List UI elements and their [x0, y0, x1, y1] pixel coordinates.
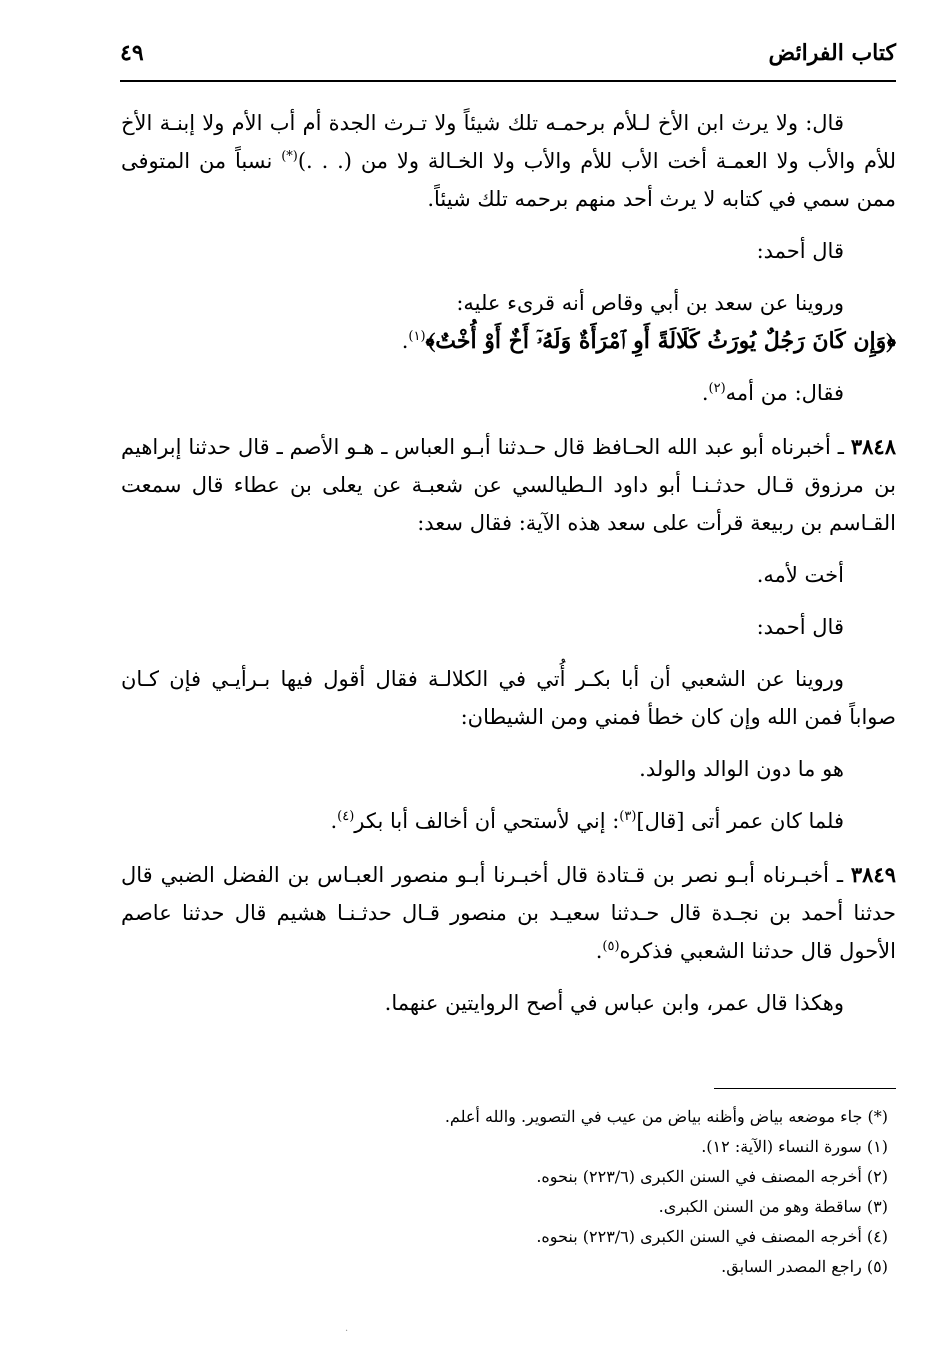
footnote: (١) سورة النساء (الآية: ١٢). [701, 1137, 888, 1156]
paragraph: وروينا عن سعد بن أبي وقاص أنه قرىء عليه: [456, 291, 844, 315]
paragraph: قال أحمد: [756, 239, 844, 263]
footnote-divider [714, 1088, 896, 1089]
paragraph: فلما كان عمر أتى [قال]$^{(٣)}$: إني لأستحي أن أخالف أبا بكر$^{(٤)}$. [330, 809, 844, 833]
paragraph: فقال: من أمه$^{(٢)}$. [701, 381, 844, 405]
paragraph: قال: ولا يرث ابن الأخ لـلأم برحمـه تلك شيئاً ولا تـرث الجدة أم أب الأم ولا إبنـة الأخ للأم والأب ولا العمـة أخت الأب للأم والأب ولا الخـالة ولا من (. . .)(*) نسباً من المتوفى ممن سمي في كتابه لا يرث أحد منهم برحمه تلك شيئاً. [121, 111, 896, 211]
page-header [120, 38, 896, 78]
stray-mark: · [345, 1326, 349, 1337]
footnote-marker: (*) [281, 149, 298, 164]
hadith-number: ٣٨٤٩ [850, 862, 896, 887]
quran-verse: ﴿وَإِن كَانَ رَجُلٌ يُورَثُ كَلَالَةً أَوِ ٱمْرَأَةٌ وَلَهُۥٓ أَخٌ أَوْ أُخْتٌ﴾ [425, 328, 896, 354]
paragraph: وهكذا قال عمر، وابن عباس في أصح الروايتين عنهما. [384, 991, 844, 1015]
paragraph: هو ما دون الوالد والولد. [639, 757, 844, 781]
page-number: ٤٩ [120, 40, 144, 66]
paragraph: قال أحمد: [756, 615, 844, 639]
footnotes [128, 1102, 888, 1282]
footnote: (٤) أخرجه المصنف في السنن الكبرى (٢٢٣/٦) بنحوه. [536, 1227, 888, 1246]
hadith-number: ٣٨٤٨ [850, 434, 896, 459]
footnote-marker: (٢) [708, 381, 726, 396]
footnote: (٢) أخرجه المصنف في السنن الكبرى (٢٢٣/٦) بنحوه. [536, 1167, 888, 1186]
footnote: (٣) ساقطة وهو من السنن الكبرى. [658, 1197, 888, 1216]
footnote: (*) جاء موضعه بياض وأظنه بياض من عيب في التصوير. والله أعلم. [444, 1107, 888, 1126]
quran-verse-line: ﴿وَإِن كَانَ رَجُلٌ يُورَثُ كَلَالَةً أَوِ ٱمْرَأَةٌ وَلَهُۥٓ أَخٌ أَوْ أُخْتٌ﴾$^{(١)}$. [401, 328, 896, 354]
footnote-marker: (١) [408, 329, 426, 344]
footnote-marker: (٤) [337, 809, 355, 824]
paragraph: أخت لأمه. [756, 563, 844, 587]
chapter-title: كتاب الفرائض [768, 40, 896, 66]
header-divider [120, 80, 896, 82]
footnote-marker: (٣) [619, 809, 637, 824]
footnote: (٥) راجع المصدر السابق. [721, 1257, 888, 1276]
hadith-3848: ٣٨٤٨ ـ أخبرناه أبو عبد الله الحـافظ قال حـدثنا أبـو العباس ـ هـو الأصم ـ قال حدثنا إبراهيم بن مرزوق قـال حدثـنـا أبو داود الـطيالسي عن شعبـة عن يعلى بن عطاء قال سمعت القـاسم بن ربيعة قرأت على سعد هذه الآية: فقال سعد: [121, 434, 896, 535]
footnote-marker: (٥) [602, 939, 620, 954]
hadith-3849: ٣٨٤٩ ـ أخبـرناه أبـو نصر بن قـتادة قال أخبـرنا أبـو منصور العبـاس بن الفضل الضبي قال حدثنا أحمد بن نجـدة قال حـدثنا سعيـد بن منصور قـال حدثـنـا هشيم قال حدثنا عاصم الأحول قال حدثنا الشعبي فذكره$^{(٥)}$. [121, 862, 896, 963]
main-text [121, 104, 896, 1022]
paragraph: وروينا عن الشعبي أن أبا بكـر أُتي في الكلالـة فقال أقول فيها بـرأيـي فإن كـان صواباً فمن الله وإن كان خطأ فمني ومن الشيطان: [121, 667, 896, 729]
